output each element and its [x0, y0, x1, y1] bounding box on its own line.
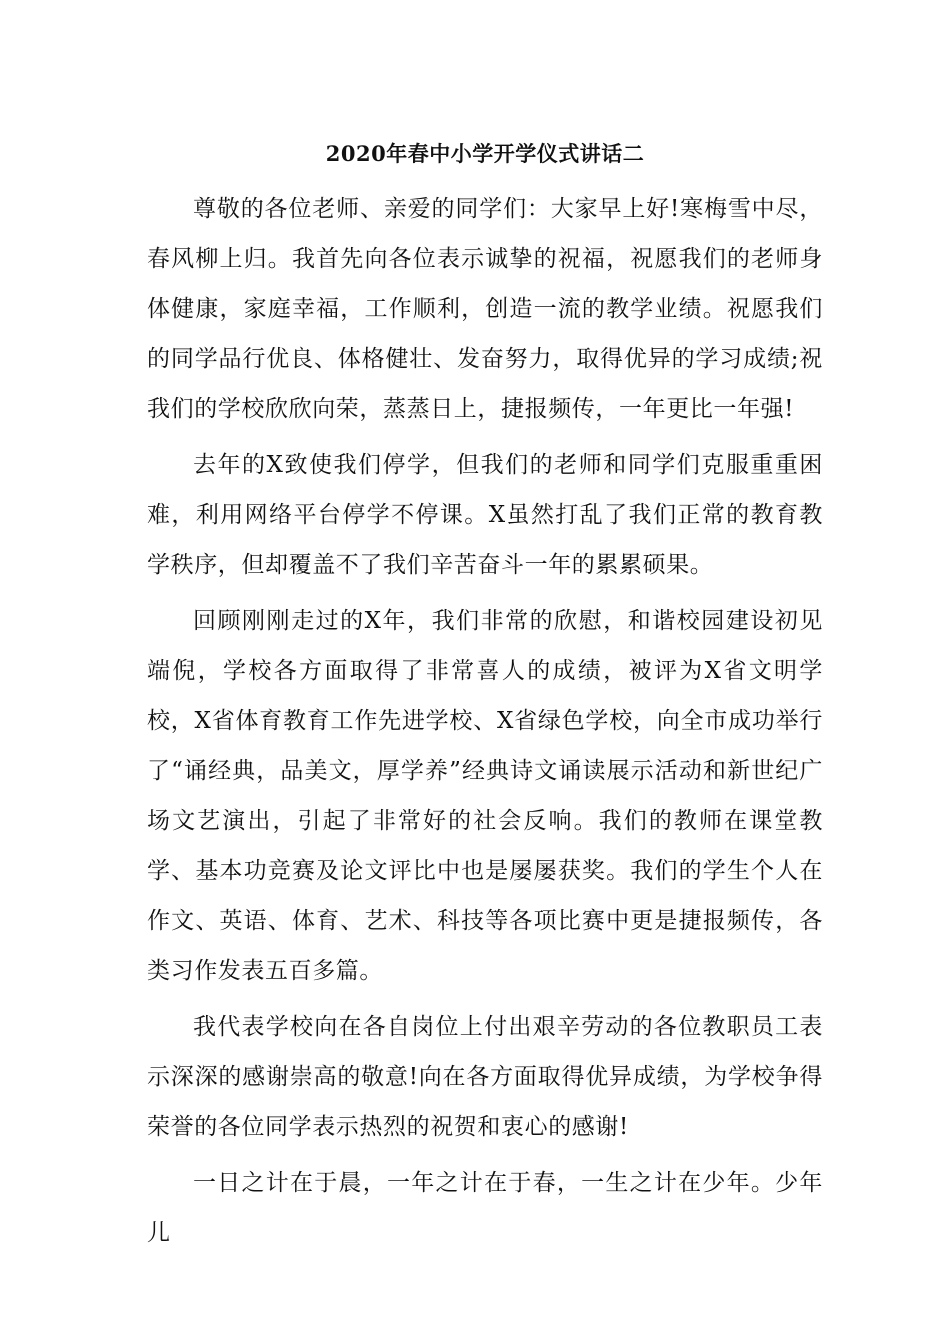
paragraph-review: 回顾刚刚走过的X年，我们非常的欣慰，和谐校园建设初见端倪，学校各方面取得了非常喜人的成绩，被评为X省文明学校，X省体育教育工作先进学校、X省绿色学校，向全市成功举行了“诵经典，品美文，厚学养”经典诗文诵读展示活动和新世纪广场文艺演出，引起了非常好的社会反响。我们的教师在课堂教学、基本功竞赛及论文评比中也是屡屡获奖。我们的学生个人在作文、英语、体育、艺术、科技等各项比赛中更是捷报频传，各类习作发表五百多篇。 — [147, 608, 823, 984]
paragraph-spring: 一日之计在于晨，一年之计在于春，一生之计在少年。少年儿 — [147, 1170, 823, 1246]
document-page — [147, 134, 823, 1264]
paragraph-last-year: 去年的X致使我们停学，但我们的老师和同学们克服重重困难，利用网络平台停学不停课。X虽然打乱了我们正常的教育教学秩序，但却覆盖不了我们辛苦奋斗一年的累累硕果。 — [147, 452, 823, 578]
paragraph-greeting: 尊敬的各位老师、亲爱的同学们：大家早上好!寒梅雪中尽，春风柳上归。我首先向各位表示诚挚的祝福，祝愿我们的老师身体健康，家庭幸福，工作顺利，创造一流的教学业绩。祝愿我们的同学品行优良、体格健壮、发奋努力，取得优异的学习成绩;祝我们的学校欣欣向荣，蒸蒸日上，捷报频传，一年更比一年强! — [147, 196, 823, 422]
paragraph-thanks: 我代表学校向在各自岗位上付出艰辛劳动的各位教职员工表示深深的感谢崇高的敬意!向在各方面取得优异成绩，为学校争得荣誉的各位同学表示热烈的祝贺和衷心的感谢! — [147, 1014, 823, 1140]
document-title: 2020年春中小学开学仪式讲话二 — [325, 141, 645, 166]
